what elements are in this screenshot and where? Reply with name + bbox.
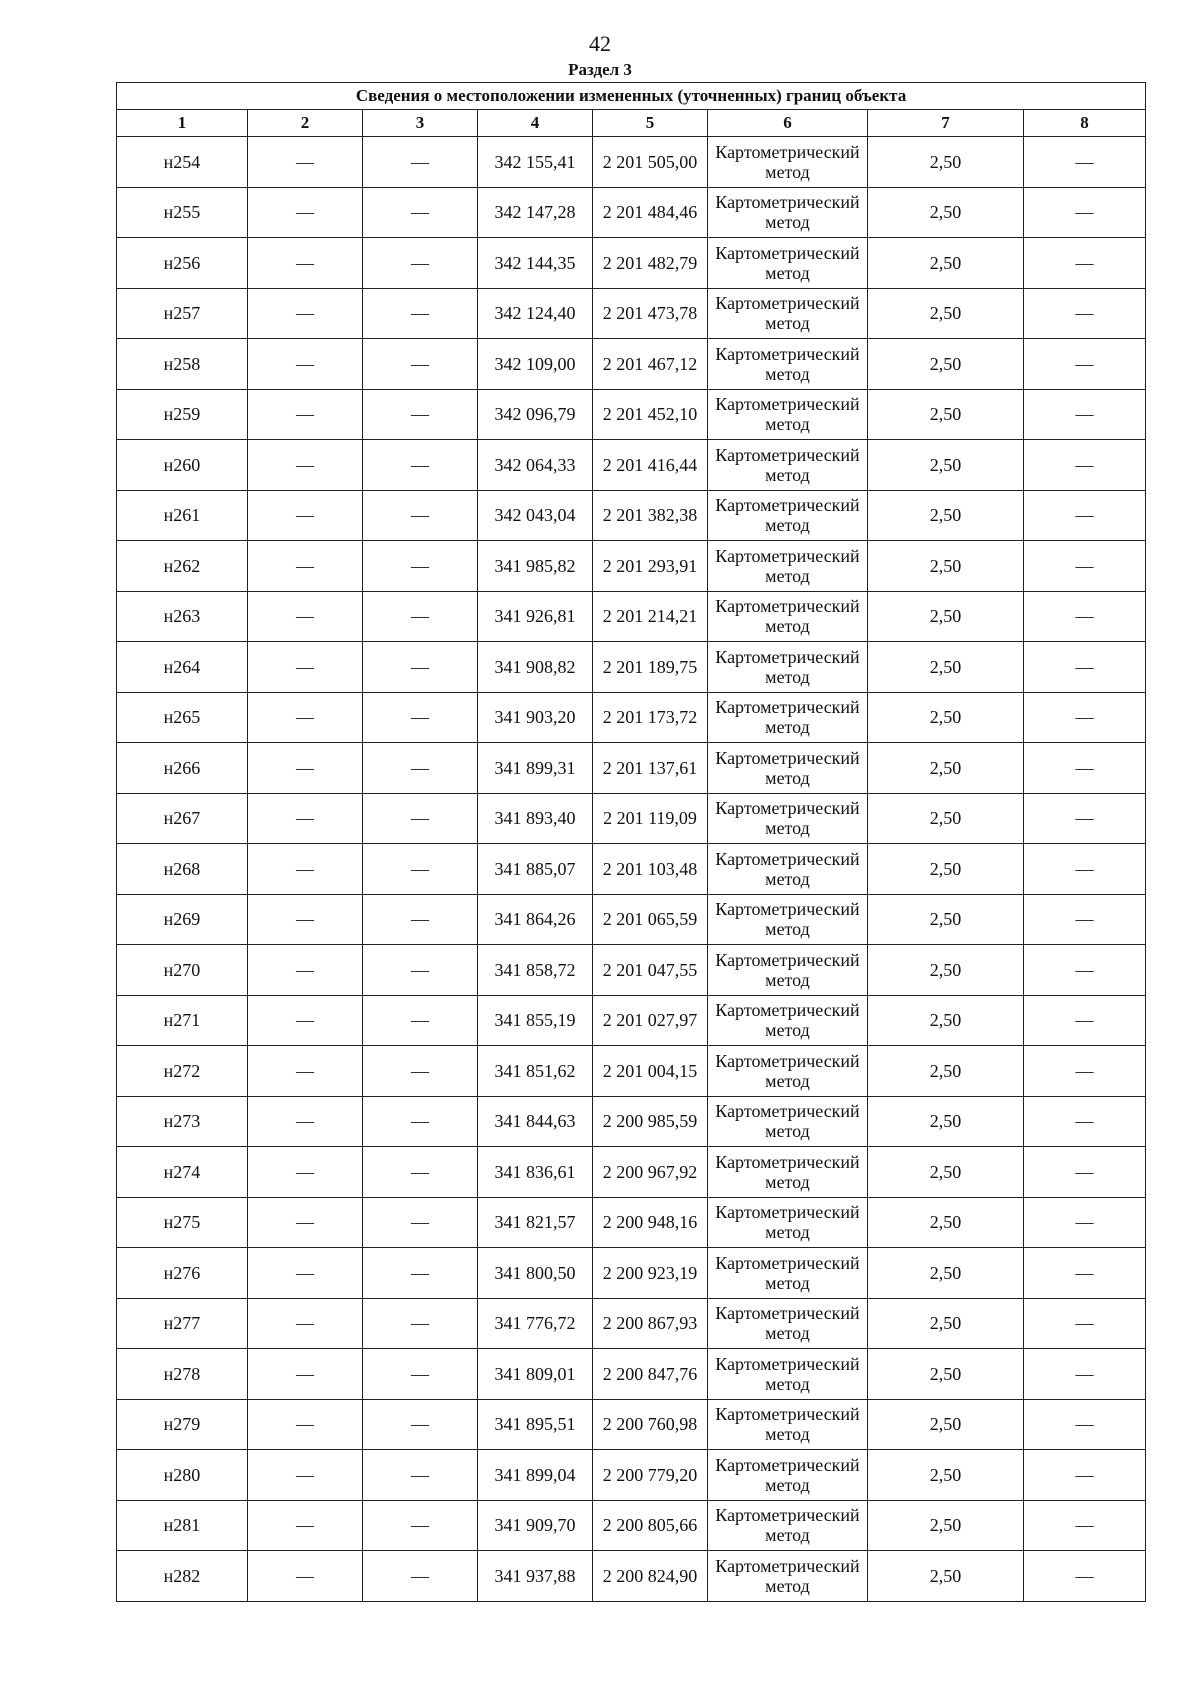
point-name-cell: н267	[117, 793, 248, 844]
table-row	[117, 490, 1146, 541]
col8-cell: —	[1024, 288, 1146, 339]
col3-cell: —	[363, 339, 478, 390]
col3-cell: —	[363, 743, 478, 794]
column-header: 4	[478, 110, 593, 137]
accuracy-cell: 2,50	[868, 1197, 1024, 1248]
method-cell: Картометрический метод	[708, 1147, 868, 1198]
col8-cell: —	[1024, 894, 1146, 945]
point-name-cell: н273	[117, 1096, 248, 1147]
method-cell: Картометрический метод	[708, 238, 868, 289]
method-cell: Картометрический метод	[708, 894, 868, 945]
method-cell: Картометрический метод	[708, 591, 868, 642]
col2-cell: —	[248, 1349, 363, 1400]
y-coordinate-cell: 2 201 482,79	[593, 238, 708, 289]
y-coordinate-cell: 2 200 847,76	[593, 1349, 708, 1400]
col2-cell: —	[248, 238, 363, 289]
col8-cell: —	[1024, 1248, 1146, 1299]
y-coordinate-cell: 2 201 484,46	[593, 187, 708, 238]
y-coordinate-cell: 2 201 452,10	[593, 389, 708, 440]
accuracy-cell: 2,50	[868, 945, 1024, 996]
col2-cell: —	[248, 1551, 363, 1602]
col8-cell: —	[1024, 137, 1146, 188]
table-row	[117, 1197, 1146, 1248]
table-row	[117, 1046, 1146, 1097]
y-coordinate-cell: 2 201 189,75	[593, 642, 708, 693]
col8-cell: —	[1024, 1046, 1146, 1097]
table-row	[117, 692, 1146, 743]
col8-cell: —	[1024, 339, 1146, 390]
point-name-cell: н265	[117, 692, 248, 743]
x-coordinate-cell: 341 809,01	[478, 1349, 593, 1400]
col3-cell: —	[363, 137, 478, 188]
point-name-cell: н272	[117, 1046, 248, 1097]
point-name-cell: н264	[117, 642, 248, 693]
point-name-cell: н280	[117, 1450, 248, 1501]
method-cell: Картометрический метод	[708, 137, 868, 188]
column-header: 6	[708, 110, 868, 137]
col8-cell: —	[1024, 1450, 1146, 1501]
col2-cell: —	[248, 793, 363, 844]
col8-cell: —	[1024, 440, 1146, 491]
col8-cell: —	[1024, 1551, 1146, 1602]
y-coordinate-cell: 2 201 173,72	[593, 692, 708, 743]
method-cell: Картометрический метод	[708, 1551, 868, 1602]
x-coordinate-cell: 341 821,57	[478, 1197, 593, 1248]
col2-cell: —	[248, 591, 363, 642]
col8-cell: —	[1024, 793, 1146, 844]
point-name-cell: н282	[117, 1551, 248, 1602]
col2-cell: —	[248, 541, 363, 592]
col2-cell: —	[248, 1399, 363, 1450]
point-name-cell: н254	[117, 137, 248, 188]
table-row	[117, 288, 1146, 339]
table-row	[117, 995, 1146, 1046]
accuracy-cell: 2,50	[868, 591, 1024, 642]
table-row	[117, 1349, 1146, 1400]
y-coordinate-cell: 2 201 293,91	[593, 541, 708, 592]
col3-cell: —	[363, 894, 478, 945]
method-cell: Картометрический метод	[708, 1096, 868, 1147]
col3-cell: —	[363, 591, 478, 642]
col3-cell: —	[363, 1046, 478, 1097]
col8-cell: —	[1024, 1147, 1146, 1198]
col3-cell: —	[363, 1551, 478, 1602]
x-coordinate-cell: 341 893,40	[478, 793, 593, 844]
col3-cell: —	[363, 1450, 478, 1501]
y-coordinate-cell: 2 201 214,21	[593, 591, 708, 642]
x-coordinate-cell: 341 926,81	[478, 591, 593, 642]
col2-cell: —	[248, 844, 363, 895]
point-name-cell: н256	[117, 238, 248, 289]
x-coordinate-cell: 341 776,72	[478, 1298, 593, 1349]
x-coordinate-cell: 342 096,79	[478, 389, 593, 440]
accuracy-cell: 2,50	[868, 1248, 1024, 1299]
y-coordinate-cell: 2 200 824,90	[593, 1551, 708, 1602]
table-row	[117, 642, 1146, 693]
point-name-cell: н281	[117, 1500, 248, 1551]
col3-cell: —	[363, 793, 478, 844]
accuracy-cell: 2,50	[868, 844, 1024, 895]
point-name-cell: н268	[117, 844, 248, 895]
col3-cell: —	[363, 541, 478, 592]
col3-cell: —	[363, 187, 478, 238]
point-name-cell: н260	[117, 440, 248, 491]
column-header: 8	[1024, 110, 1146, 137]
col8-cell: —	[1024, 238, 1146, 289]
col8-cell: —	[1024, 945, 1146, 996]
col8-cell: —	[1024, 642, 1146, 693]
y-coordinate-cell: 2 201 119,09	[593, 793, 708, 844]
table-caption: Сведения о местоположении измененных (уточненных) границ объекта	[117, 83, 1146, 110]
method-cell: Картометрический метод	[708, 1248, 868, 1299]
col2-cell: —	[248, 1147, 363, 1198]
y-coordinate-cell: 2 201 382,38	[593, 490, 708, 541]
col3-cell: —	[363, 288, 478, 339]
col2-cell: —	[248, 490, 363, 541]
y-coordinate-cell: 2 201 103,48	[593, 844, 708, 895]
y-coordinate-cell: 2 200 805,66	[593, 1500, 708, 1551]
x-coordinate-cell: 341 903,20	[478, 692, 593, 743]
col8-cell: —	[1024, 1500, 1146, 1551]
point-name-cell: н259	[117, 389, 248, 440]
col8-cell: —	[1024, 1349, 1146, 1400]
col3-cell: —	[363, 945, 478, 996]
col8-cell: —	[1024, 1298, 1146, 1349]
accuracy-cell: 2,50	[868, 389, 1024, 440]
table-row	[117, 1399, 1146, 1450]
accuracy-cell: 2,50	[868, 288, 1024, 339]
y-coordinate-cell: 2 201 004,15	[593, 1046, 708, 1097]
method-cell: Картометрический метод	[708, 995, 868, 1046]
y-coordinate-cell: 2 201 473,78	[593, 288, 708, 339]
col3-cell: —	[363, 1298, 478, 1349]
accuracy-cell: 2,50	[868, 187, 1024, 238]
x-coordinate-cell: 342 155,41	[478, 137, 593, 188]
y-coordinate-cell: 2 200 948,16	[593, 1197, 708, 1248]
method-cell: Картометрический метод	[708, 844, 868, 895]
x-coordinate-cell: 341 864,26	[478, 894, 593, 945]
point-name-cell: н270	[117, 945, 248, 996]
point-name-cell: н269	[117, 894, 248, 945]
method-cell: Картометрический метод	[708, 1197, 868, 1248]
col2-cell: —	[248, 389, 363, 440]
accuracy-cell: 2,50	[868, 894, 1024, 945]
col8-cell: —	[1024, 743, 1146, 794]
table-row	[117, 187, 1146, 238]
x-coordinate-cell: 341 899,04	[478, 1450, 593, 1501]
point-name-cell: н257	[117, 288, 248, 339]
x-coordinate-cell: 341 836,61	[478, 1147, 593, 1198]
col8-cell: —	[1024, 490, 1146, 541]
col2-cell: —	[248, 1450, 363, 1501]
col2-cell: —	[248, 1096, 363, 1147]
table-row	[117, 591, 1146, 642]
x-coordinate-cell: 342 109,00	[478, 339, 593, 390]
col3-cell: —	[363, 1500, 478, 1551]
col3-cell: —	[363, 1399, 478, 1450]
table-row	[117, 137, 1146, 188]
table-row	[117, 743, 1146, 794]
col2-cell: —	[248, 642, 363, 693]
col8-cell: —	[1024, 1096, 1146, 1147]
method-cell: Картометрический метод	[708, 339, 868, 390]
x-coordinate-cell: 341 851,62	[478, 1046, 593, 1097]
accuracy-cell: 2,50	[868, 642, 1024, 693]
y-coordinate-cell: 2 200 760,98	[593, 1399, 708, 1450]
x-coordinate-cell: 341 985,82	[478, 541, 593, 592]
y-coordinate-cell: 2 201 505,00	[593, 137, 708, 188]
accuracy-cell: 2,50	[868, 1500, 1024, 1551]
col3-cell: —	[363, 642, 478, 693]
col8-cell: —	[1024, 389, 1146, 440]
point-name-cell: н266	[117, 743, 248, 794]
column-header: 3	[363, 110, 478, 137]
method-cell: Картометрический метод	[708, 793, 868, 844]
x-coordinate-cell: 341 895,51	[478, 1399, 593, 1450]
method-cell: Картометрический метод	[708, 692, 868, 743]
col2-cell: —	[248, 187, 363, 238]
method-cell: Картометрический метод	[708, 642, 868, 693]
accuracy-cell: 2,50	[868, 793, 1024, 844]
col3-cell: —	[363, 1147, 478, 1198]
table-row	[117, 1298, 1146, 1349]
table-row	[117, 1450, 1146, 1501]
y-coordinate-cell: 2 200 779,20	[593, 1450, 708, 1501]
x-coordinate-cell: 342 144,35	[478, 238, 593, 289]
method-cell: Картометрический метод	[708, 1450, 868, 1501]
accuracy-cell: 2,50	[868, 1551, 1024, 1602]
method-cell: Картометрический метод	[708, 1349, 868, 1400]
table-row	[117, 1147, 1146, 1198]
accuracy-cell: 2,50	[868, 541, 1024, 592]
accuracy-cell: 2,50	[868, 1298, 1024, 1349]
accuracy-cell: 2,50	[868, 1450, 1024, 1501]
point-name-cell: н262	[117, 541, 248, 592]
accuracy-cell: 2,50	[868, 692, 1024, 743]
table-row	[117, 945, 1146, 996]
table-row	[117, 389, 1146, 440]
x-coordinate-cell: 341 908,82	[478, 642, 593, 693]
col3-cell: —	[363, 692, 478, 743]
point-name-cell: н276	[117, 1248, 248, 1299]
col2-cell: —	[248, 1197, 363, 1248]
method-cell: Картометрический метод	[708, 1399, 868, 1450]
table-body	[117, 137, 1146, 1602]
x-coordinate-cell: 341 844,63	[478, 1096, 593, 1147]
y-coordinate-cell: 2 201 467,12	[593, 339, 708, 390]
accuracy-cell: 2,50	[868, 238, 1024, 289]
method-cell: Картометрический метод	[708, 288, 868, 339]
column-header: 2	[248, 110, 363, 137]
x-coordinate-cell: 342 043,04	[478, 490, 593, 541]
table-row	[117, 1551, 1146, 1602]
method-cell: Картометрический метод	[708, 1298, 868, 1349]
section-title: Раздел 3	[568, 60, 632, 79]
method-cell: Картометрический метод	[708, 1046, 868, 1097]
col2-cell: —	[248, 1500, 363, 1551]
col2-cell: —	[248, 339, 363, 390]
table-row	[117, 793, 1146, 844]
x-coordinate-cell: 341 909,70	[478, 1500, 593, 1551]
col3-cell: —	[363, 490, 478, 541]
table-row	[117, 339, 1146, 390]
col2-cell: —	[248, 288, 363, 339]
x-coordinate-cell: 341 855,19	[478, 995, 593, 1046]
table-row	[117, 844, 1146, 895]
point-name-cell: н255	[117, 187, 248, 238]
method-cell: Картометрический метод	[708, 490, 868, 541]
col3-cell: —	[363, 1197, 478, 1248]
method-cell: Картометрический метод	[708, 1500, 868, 1551]
point-name-cell: н274	[117, 1147, 248, 1198]
accuracy-cell: 2,50	[868, 1096, 1024, 1147]
col8-cell: —	[1024, 187, 1146, 238]
method-cell: Картометрический метод	[708, 945, 868, 996]
accuracy-cell: 2,50	[868, 440, 1024, 491]
table-row	[117, 1096, 1146, 1147]
table-row	[117, 238, 1146, 289]
col3-cell: —	[363, 1349, 478, 1400]
y-coordinate-cell: 2 201 047,55	[593, 945, 708, 996]
y-coordinate-cell: 2 201 065,59	[593, 894, 708, 945]
col8-cell: —	[1024, 995, 1146, 1046]
table-caption-row	[117, 83, 1146, 110]
col3-cell: —	[363, 440, 478, 491]
y-coordinate-cell: 2 201 027,97	[593, 995, 708, 1046]
accuracy-cell: 2,50	[868, 1046, 1024, 1097]
boundary-points-table	[116, 82, 1146, 1602]
y-coordinate-cell: 2 200 867,93	[593, 1298, 708, 1349]
col3-cell: —	[363, 389, 478, 440]
method-cell: Картометрический метод	[708, 389, 868, 440]
column-header-row	[117, 110, 1146, 137]
x-coordinate-cell: 341 899,31	[478, 743, 593, 794]
point-name-cell: н279	[117, 1399, 248, 1450]
x-coordinate-cell: 342 124,40	[478, 288, 593, 339]
col2-cell: —	[248, 995, 363, 1046]
method-cell: Картометрический метод	[708, 440, 868, 491]
col2-cell: —	[248, 945, 363, 996]
accuracy-cell: 2,50	[868, 995, 1024, 1046]
y-coordinate-cell: 2 201 416,44	[593, 440, 708, 491]
x-coordinate-cell: 342 064,33	[478, 440, 593, 491]
col2-cell: —	[248, 440, 363, 491]
y-coordinate-cell: 2 200 967,92	[593, 1147, 708, 1198]
point-name-cell: н271	[117, 995, 248, 1046]
y-coordinate-cell: 2 201 137,61	[593, 743, 708, 794]
col2-cell: —	[248, 743, 363, 794]
point-name-cell: н258	[117, 339, 248, 390]
col2-cell: —	[248, 1298, 363, 1349]
point-name-cell: н277	[117, 1298, 248, 1349]
col2-cell: —	[248, 894, 363, 945]
x-coordinate-cell: 341 858,72	[478, 945, 593, 996]
accuracy-cell: 2,50	[868, 137, 1024, 188]
column-header: 1	[117, 110, 248, 137]
col8-cell: —	[1024, 541, 1146, 592]
col2-cell: —	[248, 1046, 363, 1097]
accuracy-cell: 2,50	[868, 490, 1024, 541]
col2-cell: —	[248, 1248, 363, 1299]
point-name-cell: н263	[117, 591, 248, 642]
col3-cell: —	[363, 844, 478, 895]
col8-cell: —	[1024, 692, 1146, 743]
x-coordinate-cell: 341 885,07	[478, 844, 593, 895]
page-number: 42	[589, 31, 611, 56]
col3-cell: —	[363, 1248, 478, 1299]
accuracy-cell: 2,50	[868, 339, 1024, 390]
y-coordinate-cell: 2 200 985,59	[593, 1096, 708, 1147]
col8-cell: —	[1024, 1197, 1146, 1248]
col8-cell: —	[1024, 591, 1146, 642]
x-coordinate-cell: 341 800,50	[478, 1248, 593, 1299]
accuracy-cell: 2,50	[868, 1399, 1024, 1450]
table-row	[117, 894, 1146, 945]
col3-cell: —	[363, 238, 478, 289]
accuracy-cell: 2,50	[868, 743, 1024, 794]
col8-cell: —	[1024, 1399, 1146, 1450]
x-coordinate-cell: 341 937,88	[478, 1551, 593, 1602]
point-name-cell: н261	[117, 490, 248, 541]
table-row	[117, 440, 1146, 491]
point-name-cell: н275	[117, 1197, 248, 1248]
column-header: 7	[868, 110, 1024, 137]
col2-cell: —	[248, 137, 363, 188]
point-name-cell: н278	[117, 1349, 248, 1400]
table-row	[117, 1248, 1146, 1299]
method-cell: Картометрический метод	[708, 743, 868, 794]
col8-cell: —	[1024, 844, 1146, 895]
column-header: 5	[593, 110, 708, 137]
col2-cell: —	[248, 692, 363, 743]
accuracy-cell: 2,50	[868, 1147, 1024, 1198]
x-coordinate-cell: 342 147,28	[478, 187, 593, 238]
table-row	[117, 541, 1146, 592]
col3-cell: —	[363, 1096, 478, 1147]
accuracy-cell: 2,50	[868, 1349, 1024, 1400]
col3-cell: —	[363, 995, 478, 1046]
method-cell: Картометрический метод	[708, 187, 868, 238]
y-coordinate-cell: 2 200 923,19	[593, 1248, 708, 1299]
method-cell: Картометрический метод	[708, 541, 868, 592]
table-row	[117, 1500, 1146, 1551]
